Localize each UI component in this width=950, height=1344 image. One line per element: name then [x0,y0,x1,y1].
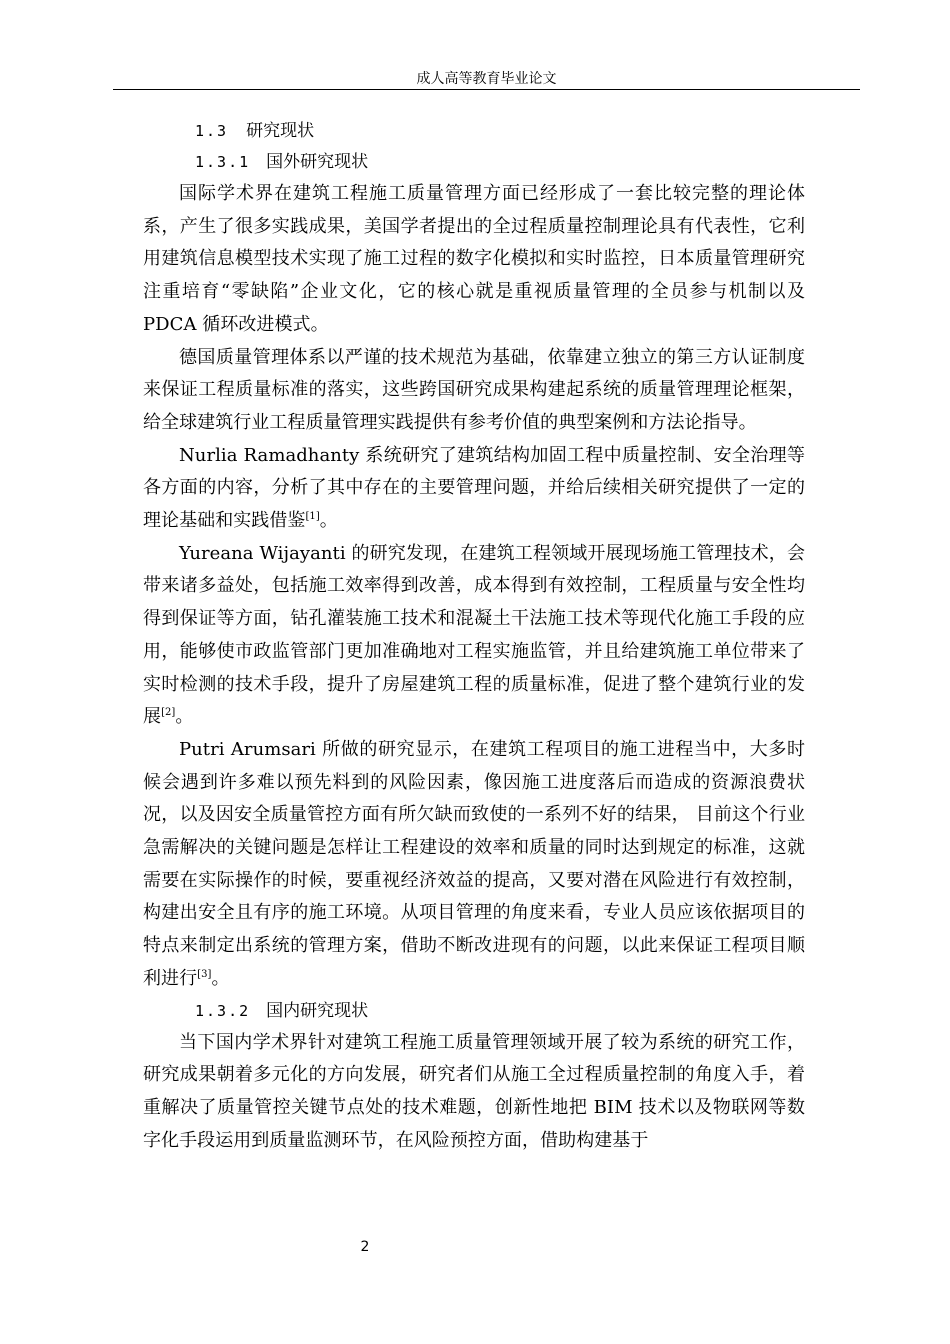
header-rule [113,89,860,90]
subsection-heading-domestic [143,996,805,1027]
citation-ref[interactable]: [3] [197,968,212,980]
section-title: 研究现状 [246,121,315,141]
paragraph [143,1027,805,1158]
paragraph [143,440,805,538]
paragraph [143,538,805,734]
section-heading [143,116,805,147]
subsection-title: 国内研究现状 [266,1000,369,1021]
page-header: 成人高等教育毕业论文 [416,71,557,87]
paragraph-text: 当下国内学术界针对建筑工程施工质量管理领域开展了较为系统的研究工作，研究成果朝着多元化的方向发展，研究者们从施工全过程质量控制的角度入手，着重解决了质量管控关键节点处的技术难题，创新性地把 BIM 技术以及物联网等数字化手段运用到质量监测环节，在风险预控方面，借助构建基于 [143,1031,805,1151]
page-body [143,116,805,1157]
paragraph [143,734,805,996]
paragraph-text: Putri Arumsari 所做的研究显示，在建筑工程项目的施工进程当中，大多时候会遇到许多难以预先料到的风险因素，像因施工进度落后而造成的资源浪费状况，以及因安全质量管控方面有所欠缺而致使的一系列不好的结果， 目前这个行业急需解决的关键问题是怎样让工程建设的效率和质量的同时达到规定的标准，这就需要在实际操作的时候，要重视经济效益的提高，又要对潜在风险进行有效控制，构建出安全且有序的施工环境。从项目管理的角度来看，专业人员应该依据项目的特点来制定出系统的管理方案，借助不断改进现有的问题，以此来保证工程项目顺利进行 [143,738,805,989]
citation-ref[interactable]: [2] [161,707,176,719]
paragraph-tail: 。 [211,967,230,989]
paragraph-tail: 。 [175,706,194,728]
paragraph-text: 国际学术界在建筑工程施工质量管理方面已经形成了一套比较完整的理论体系，产生了很多实践成果，美国学者提出的全过程质量控制理论具有代表性，它利用建筑信息模型技术实现了施工过程的数字化模拟和实时监控，日本质量管理研究注重培育“零缺陷”企业文化，它的核心就是重视质量管理的全员参与机制以及 PDCA 循环改进模式。 [143,183,805,335]
subsection-number: 1.3.2 [195,1001,251,1020]
paragraph-text: Nurlia Ramadhanty 系统研究了建筑结构加固工程中质量控制、安全治理等各方面的内容，分析了其中存在的主要管理问题，并给后续相关研究提供了一定的理论基础和实践借鉴 [143,444,805,532]
paragraph-text: Yureana Wijayanti 的研究发现，在建筑工程领域开展现场施工管理技术，会带来诸多益处，包括施工效率得到改善，成本得到有效控制，工程质量与安全性均得到保证等方面，钻孔灌装施工技术和混凝土干法施工技术等现代化施工手段的应用，能够使市政监管部门更加准确地对工程实施监管，并且给建筑施工单位带来了实时检测的技术手段，提升了房屋建筑工程的质量标准，促进了整个建筑行业的发展 [143,542,805,728]
paragraph-tail: 。 [319,510,338,532]
paragraph [143,178,805,342]
paragraph [143,342,805,440]
paragraph-text: 德国质量管理体系以严谨的技术规范为基础，依靠建立独立的第三方认证制度来保证工程质量标准的落实，这些跨国研究成果构建起系统的质量管理理论框架，给全球建筑行业工程质量管理实践提供有参考价值的典型案例和方法论指导。 [143,346,805,433]
subsection-number: 1.3.1 [195,153,251,171]
section-number: 1.3 [195,122,229,140]
citation-ref[interactable]: [1] [305,511,320,523]
subsection-heading-foreign [143,147,805,178]
page-number: 2 [360,1239,370,1255]
subsection-title: 国外研究现状 [266,152,369,172]
